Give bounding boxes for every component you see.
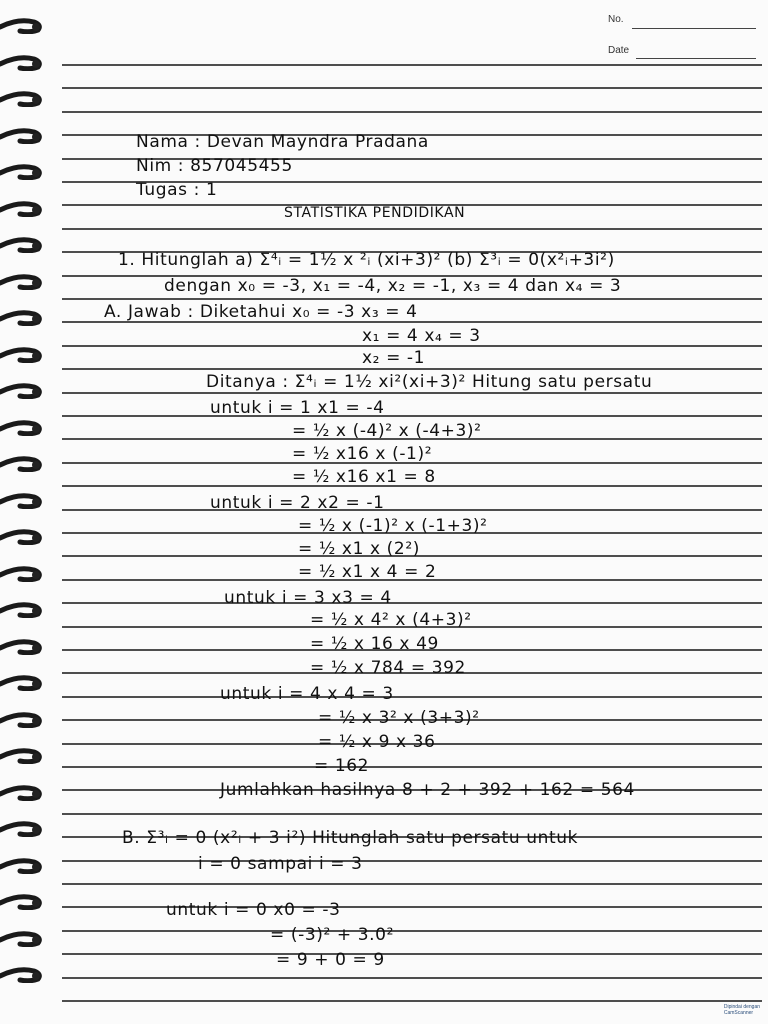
name-line: Nama : Devan Mayndra Pradana bbox=[136, 132, 429, 152]
ruled-line bbox=[62, 64, 762, 66]
work-line: = ½ x1 x (2²) bbox=[298, 539, 420, 559]
no-line bbox=[632, 28, 756, 29]
answer-known-line: A. Jawab : Diketahui x₀ = -3 x₃ = 4 bbox=[104, 302, 418, 322]
given-values-line: dengan x₀ = -3, x₁ = -4, x₂ = -1, x₃ = 4 dan x₄ = 3 bbox=[164, 276, 622, 296]
ruled-line bbox=[62, 509, 762, 511]
watermark-line-2: CamScanner bbox=[723, 1010, 754, 1016]
part-b-line: B. Σ³ᵢ = 0 (x²ᵢ + 3 i²) Hitunglah satu persatu untuk bbox=[122, 828, 579, 848]
ruled-line bbox=[62, 602, 762, 604]
scanner-watermark bbox=[724, 1004, 760, 1016]
work-line: untuk i = 0 x0 = -3 bbox=[166, 900, 341, 920]
no-label: No. bbox=[608, 14, 624, 25]
ruled-line bbox=[62, 368, 762, 370]
ruled-line bbox=[62, 766, 762, 768]
work-line: = ½ x (-4)² x (-4+3)² bbox=[292, 421, 482, 441]
ruled-line bbox=[62, 860, 762, 862]
work-line: = ½ x16 x (-1)² bbox=[292, 444, 433, 464]
work-line: = ½ x (-1)² x (-1+3)² bbox=[298, 516, 488, 536]
ruled-line bbox=[62, 298, 762, 300]
task-line: Tugas : 1 bbox=[136, 180, 218, 200]
work-line: = ½ x 16 x 49 bbox=[310, 634, 439, 654]
binding-ring-icon bbox=[0, 602, 44, 618]
binding-ring-icon bbox=[0, 310, 44, 326]
ruled-line bbox=[62, 977, 762, 979]
work-line: = (-3)² + 3.0² bbox=[270, 925, 394, 945]
work-line: untuk i = 1 x1 = -4 bbox=[210, 398, 385, 418]
ruled-line bbox=[62, 392, 762, 394]
work-line: untuk i = 3 x3 = 4 bbox=[224, 588, 392, 608]
ruled-line bbox=[62, 930, 762, 932]
ruled-line bbox=[62, 953, 762, 955]
question-line: 1. Hitunglah a) Σ⁴ᵢ = 1½ x ²ᵢ (xi+3)² (b) Σ³ᵢ = 0(x²ᵢ+3i²) bbox=[118, 250, 615, 270]
binding-ring-icon bbox=[0, 931, 44, 947]
binding-ring-icon bbox=[0, 675, 44, 691]
work-line: = ½ x16 x1 = 8 bbox=[292, 467, 436, 487]
watermark-line-1: Dipindai dengan bbox=[723, 1004, 760, 1010]
binding-ring-icon bbox=[0, 128, 44, 144]
ruled-line bbox=[62, 87, 762, 89]
work-line: = ½ x 784 = 392 bbox=[310, 658, 466, 678]
work-line: untuk i = 2 x2 = -1 bbox=[210, 493, 385, 513]
binding-ring-icon bbox=[0, 566, 44, 582]
ruled-line bbox=[62, 1000, 762, 1002]
binding-ring-icon bbox=[0, 383, 44, 399]
part-b-range-line: i = 0 sampai i = 3 bbox=[198, 854, 363, 874]
ruled-line bbox=[62, 883, 762, 885]
binding-ring-icon bbox=[0, 55, 44, 71]
binding-ring-icon bbox=[0, 785, 44, 801]
asked-line: Ditanya : Σ⁴ᵢ = 1½ xi²(xi+3)² Hitung satu persatu bbox=[206, 372, 653, 392]
date-line bbox=[636, 58, 756, 59]
binding-ring-icon bbox=[0, 858, 44, 874]
known-x2-line: x₂ = -1 bbox=[362, 348, 426, 368]
ruled-line bbox=[62, 415, 762, 417]
binding-ring-icon bbox=[0, 347, 44, 363]
binding-ring-icon bbox=[0, 967, 44, 983]
binding-ring-icon bbox=[0, 237, 44, 253]
ruled-line bbox=[62, 111, 762, 113]
binding-ring-icon bbox=[0, 420, 44, 436]
work-line: = ½ x1 x 4 = 2 bbox=[298, 562, 437, 582]
binding-ring-icon bbox=[0, 493, 44, 509]
ruled-line bbox=[62, 813, 762, 815]
work-line: = ½ x 3² x (3+3)² bbox=[318, 708, 480, 728]
work-line: = ½ x 9 x 36 bbox=[318, 732, 436, 752]
work-line: untuk i = 4 x 4 = 3 bbox=[220, 684, 394, 704]
work-line: = 162 bbox=[314, 756, 370, 776]
binding-ring-icon bbox=[0, 456, 44, 472]
binding-ring-icon bbox=[0, 821, 44, 837]
date-label: Date bbox=[608, 45, 630, 56]
work-line: = ½ x 4² x (4+3)² bbox=[310, 610, 472, 630]
binding-ring-icon bbox=[0, 274, 44, 290]
binding-ring-icon bbox=[0, 164, 44, 180]
binding-ring-icon bbox=[0, 748, 44, 764]
binding-ring-icon bbox=[0, 18, 44, 34]
binding-ring-icon bbox=[0, 91, 44, 107]
nim-line: Nim : 857045455 bbox=[136, 156, 293, 176]
ruled-line bbox=[62, 228, 762, 230]
title-line: STATISTIKA PENDIDIKAN bbox=[284, 205, 466, 221]
binding-ring-icon bbox=[0, 201, 44, 217]
work-line: = 9 + 0 = 9 bbox=[276, 950, 385, 970]
binding-ring-icon bbox=[0, 712, 44, 728]
known-x1-line: x₁ = 4 x₄ = 3 bbox=[362, 326, 481, 346]
binding-ring-icon bbox=[0, 639, 44, 655]
binding-ring-icon bbox=[0, 894, 44, 910]
binding-ring-icon bbox=[0, 529, 44, 545]
sum-line: Jumlahkan hasilnya 8 + 2 + 392 + 162 = 564 bbox=[220, 780, 635, 800]
ruled-line bbox=[62, 696, 762, 698]
